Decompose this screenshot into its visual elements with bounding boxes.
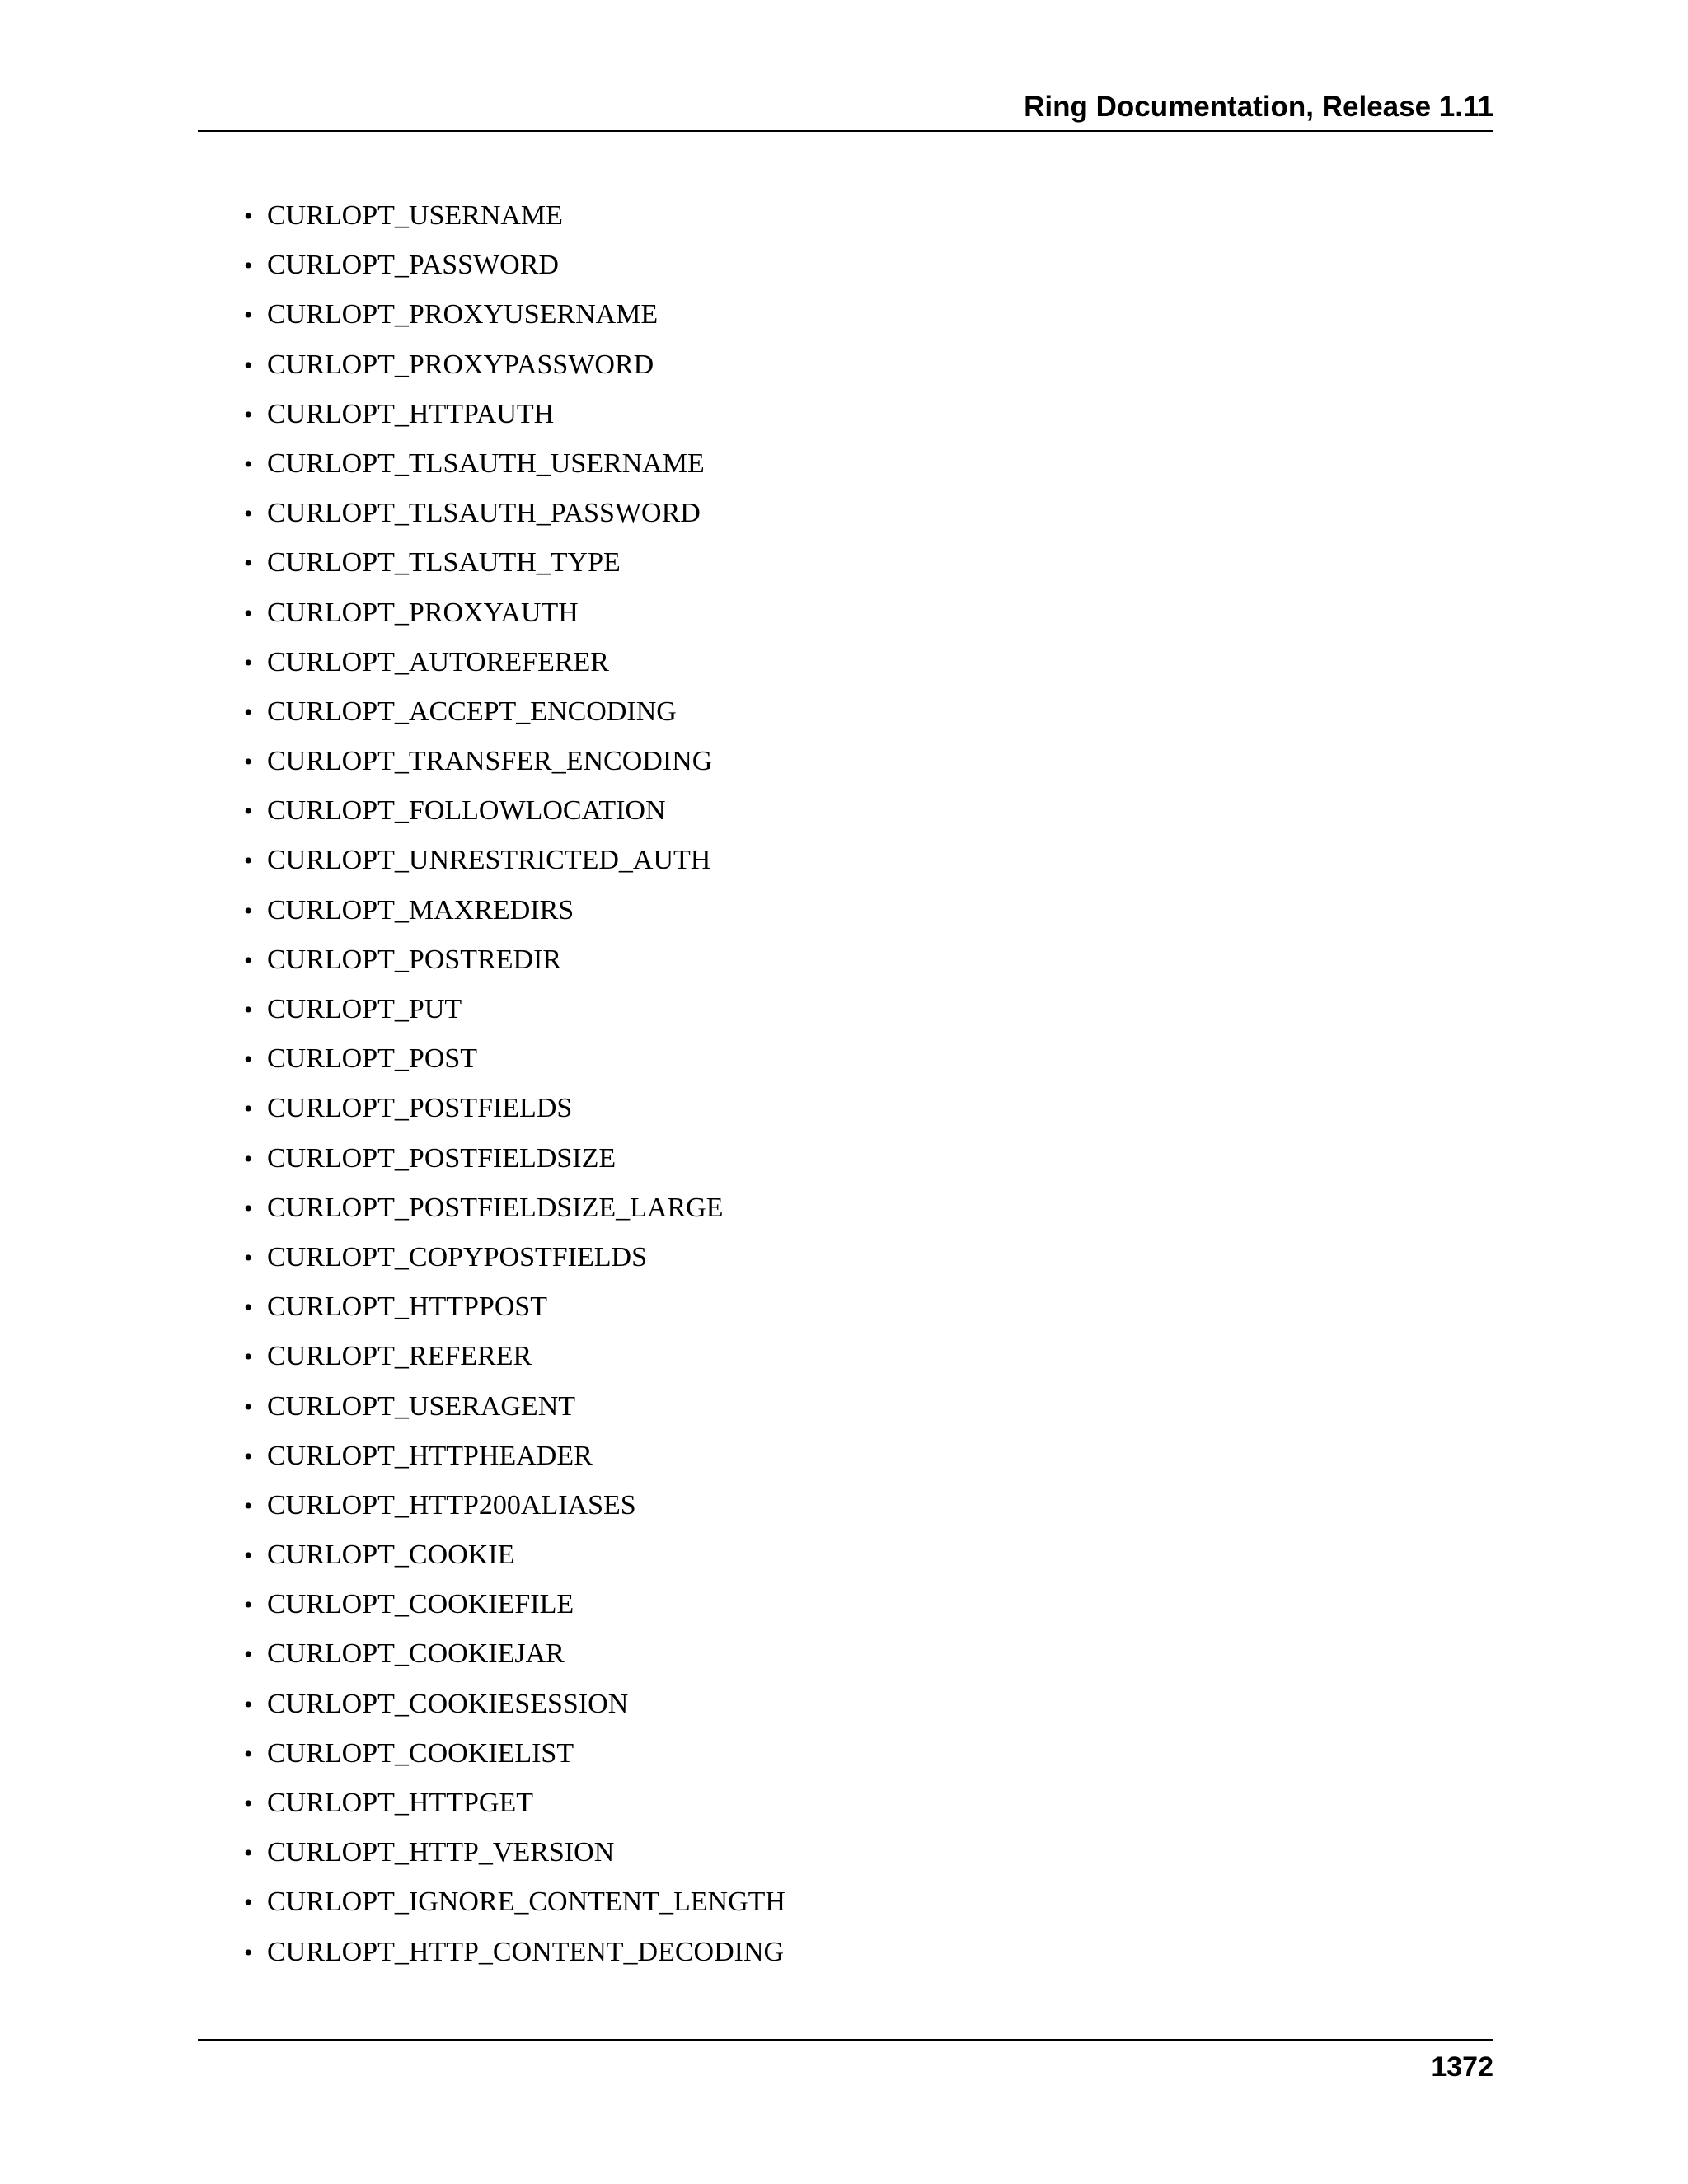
page-footer bbox=[198, 2039, 1493, 2085]
list-item bbox=[244, 940, 785, 990]
list-item bbox=[244, 593, 785, 643]
list-item bbox=[244, 1089, 785, 1138]
list-item-text: CURLOPT_FOLLOWLOCATION bbox=[267, 795, 666, 827]
list-item bbox=[244, 1734, 785, 1783]
list-item bbox=[244, 1933, 785, 1982]
bullet-icon: • bbox=[244, 946, 253, 974]
list-item bbox=[244, 841, 785, 890]
list-item-text: CURLOPT_POST bbox=[267, 1043, 478, 1075]
bullet-icon: • bbox=[244, 450, 253, 478]
list-item-text: CURLOPT_HTTP_VERSION bbox=[267, 1837, 615, 1868]
bullet-icon: • bbox=[244, 401, 253, 429]
list-item-text: CURLOPT_UNRESTRICTED_AUTH bbox=[267, 845, 711, 876]
bullet-icon: • bbox=[244, 203, 253, 230]
list-item-text: CURLOPT_PROXYAUTH bbox=[267, 597, 579, 628]
list-item bbox=[244, 1634, 785, 1684]
list-item-text: CURLOPT_ACCEPT_ENCODING bbox=[267, 696, 677, 727]
list-item-text: CURLOPT_COPYPOSTFIELDS bbox=[267, 1241, 647, 1272]
list-item bbox=[244, 891, 785, 940]
bullet-icon: • bbox=[244, 1591, 253, 1619]
list-item-text: CURLOPT_COOKIEJAR bbox=[267, 1638, 565, 1670]
bullet-icon: • bbox=[244, 1442, 253, 1470]
bullet-icon: • bbox=[244, 798, 253, 826]
list-item bbox=[244, 1833, 785, 1882]
list-item-text: CURLOPT_PROXYPASSWORD bbox=[267, 349, 654, 380]
list-item-text: CURLOPT_POSTREDIR bbox=[267, 944, 562, 975]
bullet-icon: • bbox=[244, 252, 253, 280]
list-item-text: CURLOPT_PUT bbox=[267, 994, 462, 1024]
list-item bbox=[244, 345, 785, 395]
bullet-icon: • bbox=[244, 1690, 253, 1718]
bullet-icon: • bbox=[244, 500, 253, 528]
bullet-icon: • bbox=[244, 1343, 253, 1371]
list-item-text: CURLOPT_USERNAME bbox=[267, 200, 563, 231]
bullet-icon: • bbox=[244, 1641, 253, 1669]
list-item bbox=[244, 1188, 785, 1238]
list-item bbox=[244, 1139, 785, 1188]
list-item bbox=[244, 990, 785, 1039]
list-item bbox=[244, 543, 785, 593]
list-item bbox=[244, 643, 785, 692]
list-item-text: CURLOPT_POSTFIELDSIZE_LARGE bbox=[267, 1192, 724, 1223]
list-item bbox=[244, 692, 785, 742]
list-item bbox=[244, 246, 785, 295]
list-item-text: CURLOPT_REFERER bbox=[267, 1341, 532, 1372]
list-item bbox=[244, 1585, 785, 1634]
list-item-text: CURLOPT_COOKIEFILE bbox=[267, 1589, 574, 1620]
bullet-icon: • bbox=[244, 1244, 253, 1272]
list-item bbox=[244, 1287, 785, 1337]
bullet-icon: • bbox=[244, 1194, 253, 1222]
list-item bbox=[244, 1535, 785, 1585]
list-item bbox=[244, 742, 785, 791]
list-item bbox=[244, 1039, 785, 1089]
list-item bbox=[244, 1685, 785, 1734]
list-item-text: CURLOPT_HTTP200ALIASES bbox=[267, 1489, 636, 1521]
page-number: 1372 bbox=[1431, 2051, 1493, 2083]
list-item-text: CURLOPT_TLSAUTH_PASSWORD bbox=[267, 498, 701, 529]
list-item bbox=[244, 1783, 785, 1833]
list-item-text: CURLOPT_POSTFIELDS bbox=[267, 1093, 573, 1124]
list-item-text: CURLOPT_COOKIESESSION bbox=[267, 1688, 629, 1719]
list-item-text: CURLOPT_HTTPAUTH bbox=[267, 398, 555, 429]
bullet-icon: • bbox=[244, 1840, 253, 1868]
list-item-text: CURLOPT_HTTPPOST bbox=[267, 1291, 548, 1323]
bullet-icon: • bbox=[244, 897, 253, 925]
bullet-icon: • bbox=[244, 599, 253, 627]
list-item-text: CURLOPT_TLSAUTH_TYPE bbox=[267, 547, 621, 579]
list-item-text: CURLOPT_HTTPGET bbox=[267, 1788, 533, 1818]
bullet-icon: • bbox=[244, 1542, 253, 1570]
bullet-icon: • bbox=[244, 1393, 253, 1421]
list-item bbox=[244, 1486, 785, 1535]
page-header bbox=[198, 87, 1493, 132]
list-item-text: CURLOPT_MAXREDIRS bbox=[267, 894, 574, 926]
list-item-text: CURLOPT_HTTP_CONTENT_DECODING bbox=[267, 1936, 785, 1967]
bullet-icon: • bbox=[244, 550, 253, 578]
bullet-icon: • bbox=[244, 1095, 253, 1123]
bullet-icon: • bbox=[244, 1790, 253, 1817]
bullet-icon: • bbox=[244, 1145, 253, 1173]
bullet-icon: • bbox=[244, 748, 253, 776]
list-item-text: CURLOPT_PROXYUSERNAME bbox=[267, 299, 659, 330]
list-item-text: CURLOPT_AUTOREFERER bbox=[267, 646, 609, 677]
curl-option-list bbox=[244, 196, 785, 1982]
list-item bbox=[244, 791, 785, 841]
list-item bbox=[244, 395, 785, 444]
bullet-icon: • bbox=[244, 996, 253, 1024]
header-title: Ring Documentation, Release 1.11 bbox=[1024, 91, 1493, 123]
list-item-text: CURLOPT_IGNORE_CONTENT_LENGTH bbox=[267, 1886, 785, 1918]
list-item-text: CURLOPT_PASSWORD bbox=[267, 250, 559, 281]
list-item-text: CURLOPT_HTTPHEADER bbox=[267, 1440, 593, 1471]
bullet-icon: • bbox=[244, 351, 253, 379]
list-item bbox=[244, 1337, 785, 1386]
bullet-icon: • bbox=[244, 847, 253, 875]
list-item-text: CURLOPT_COOKIELIST bbox=[267, 1737, 574, 1769]
list-item-text: CURLOPT_COOKIE bbox=[267, 1540, 515, 1571]
list-item bbox=[244, 1387, 785, 1436]
list-item bbox=[244, 494, 785, 543]
list-item bbox=[244, 1882, 785, 1932]
bullet-icon: • bbox=[244, 1938, 253, 1966]
list-item bbox=[244, 444, 785, 494]
bullet-icon: • bbox=[244, 1889, 253, 1917]
bullet-icon: • bbox=[244, 1492, 253, 1520]
bullet-icon: • bbox=[244, 1294, 253, 1322]
bullet-icon: • bbox=[244, 1740, 253, 1768]
list-item-text: CURLOPT_TLSAUTH_USERNAME bbox=[267, 448, 705, 479]
list-item-text: CURLOPT_TRANSFER_ENCODING bbox=[267, 746, 713, 777]
list-item-text: CURLOPT_POSTFIELDSIZE bbox=[267, 1142, 617, 1174]
bullet-icon: • bbox=[244, 302, 253, 330]
bullet-icon: • bbox=[244, 649, 253, 677]
bullet-icon: • bbox=[244, 1046, 253, 1074]
list-item-text: CURLOPT_USERAGENT bbox=[267, 1390, 576, 1422]
list-item bbox=[244, 196, 785, 246]
bullet-icon: • bbox=[244, 698, 253, 726]
list-item bbox=[244, 1436, 785, 1486]
list-item bbox=[244, 1238, 785, 1287]
list-item bbox=[244, 295, 785, 344]
